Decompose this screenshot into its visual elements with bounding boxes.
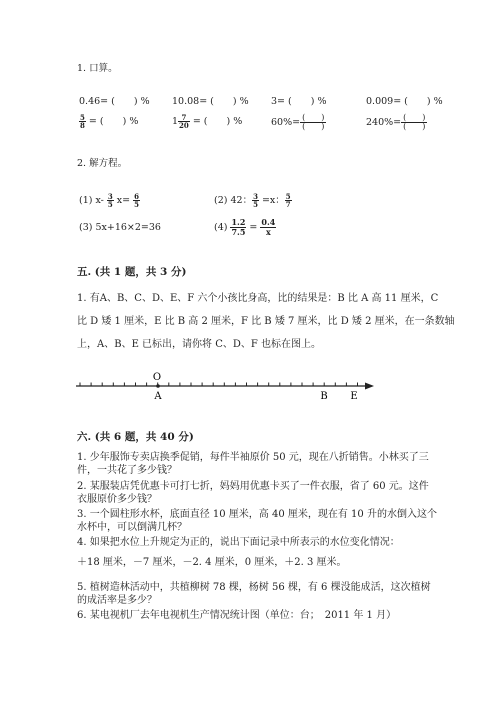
oral-calc-item: 0.009= ( ) %: [366, 96, 443, 107]
section1-heading: 1. 口算。: [77, 63, 118, 74]
oral-calc-item: 10.08= ( ) %: [172, 96, 249, 107]
fraction: $\frac{6}{5}$: [134, 192, 140, 209]
fraction: $\frac{3}{5}$: [107, 192, 113, 209]
problem-text-line: 6. 某电视机厂去年电视机生产情况统计图（单位：台； 2011 年 1 月）: [77, 610, 397, 621]
section5-heading: 五. (共 1 题，共 3 分): [77, 266, 187, 278]
fraction: $\frac{0.4}{x}$: [261, 217, 276, 237]
number-line: [70, 368, 380, 404]
problem-text-line: 2. 某服装店凭优惠卡可打七折，妈妈用优惠卡买了一件衣服，省了 60 元。这件: [77, 481, 429, 492]
axis-ticks: [80, 383, 358, 388]
problem-text-line: 水杯中，可以倒满几杯？: [77, 522, 187, 533]
oral-calc-item: 0.46= ( ) %: [79, 96, 150, 107]
problem-text-line: 5. 植树造林活动中，共植柳树 78 棵，杨树 56 棵，有 6 棵没能成活，这次植树: [77, 582, 431, 593]
section2-heading: 2. 解方程。: [77, 158, 128, 169]
fraction: $\frac{5}{7}$: [285, 192, 291, 209]
origin-label: O: [152, 372, 162, 383]
problem-text-line: 的成活率是多少？: [77, 595, 157, 606]
equation-1: (1) x- $\frac{3}{5}$ x= $\frac{6}{5}$: [79, 192, 140, 209]
oral-calc-item: 240%= ( ) ( ): [366, 113, 426, 131]
oral-calc-item: 1 $\frac{7}{20}$ = ( ) %: [172, 113, 243, 130]
fraction: $\frac{7}{20}$: [179, 113, 189, 130]
point-label-b: B: [320, 391, 328, 402]
blank-fraction: ( ) ( ): [302, 113, 325, 131]
point-label-a: A: [154, 391, 162, 402]
problem-text-line: 1. 少年服饰专卖店换季促销，每件半袖原价 50 元，现在八折销售。小林买了三: [77, 452, 429, 463]
problem-text-line: 上，A、B、E 已标出，请你将 C、D、F 也标在图上。: [77, 339, 322, 350]
equation-3: (3) 5x+16×2=36: [79, 222, 161, 233]
problem-text-line: 1. 有A、B、C、D、E、F 六个小孩比身高，比的结果是：B 比 A 高 11 厘米，C: [77, 293, 439, 304]
axis-arrow-icon: [365, 383, 374, 390]
problem-text-line: 4. 如果把水位上升规定为正的，说出下面记录中所表示的水位变化情况：: [77, 537, 400, 548]
equation-2: (2) 42： $\frac{3}{5}$ =x： $\frac{5}{7}$: [214, 192, 291, 209]
fraction: $\frac{3}{5}$: [253, 192, 258, 209]
problem-text-line: 件，一共花了多少钱？: [77, 465, 177, 476]
section6-heading: 六. (共 6 题，共 40 分): [77, 431, 194, 443]
point-label-e: E: [350, 391, 358, 402]
problem-text-line: ＋18 厘米，－7 厘米，－2. 4 厘米，0 厘米，＋2. 3 厘米。: [77, 557, 347, 568]
blank-fraction: ( ) ( ): [403, 113, 426, 131]
problem-text-line: 比 D 矮 1 厘米，E 比 B 高 2 厘米，F 比 B 矮 7 厘米，比 D 矮 2 厘米，在一条数轴: [77, 316, 455, 327]
fraction: $\frac{5}{8}$: [80, 113, 85, 130]
oral-calc-item: $\frac{5}{8}$ = ( ) %: [80, 113, 139, 130]
equation-4: (4) $\frac{1.2}{7.5}$ = $\frac{0.4}{x}$: [214, 217, 276, 237]
oral-calc-item: 3= ( ) %: [271, 96, 327, 107]
problem-text-line: 衣服原价多少钱？: [77, 494, 157, 505]
origin-point: [156, 384, 160, 388]
problem-text-line: 3. 一个圆柱形水杯，底面直径 10 厘米，高 40 厘米，现在有 10 升的水倒入这个: [77, 509, 437, 520]
fraction: $\frac{1.2}{7.5}$: [231, 217, 246, 237]
oral-calc-item: 60%= ( ) ( ): [271, 113, 325, 131]
